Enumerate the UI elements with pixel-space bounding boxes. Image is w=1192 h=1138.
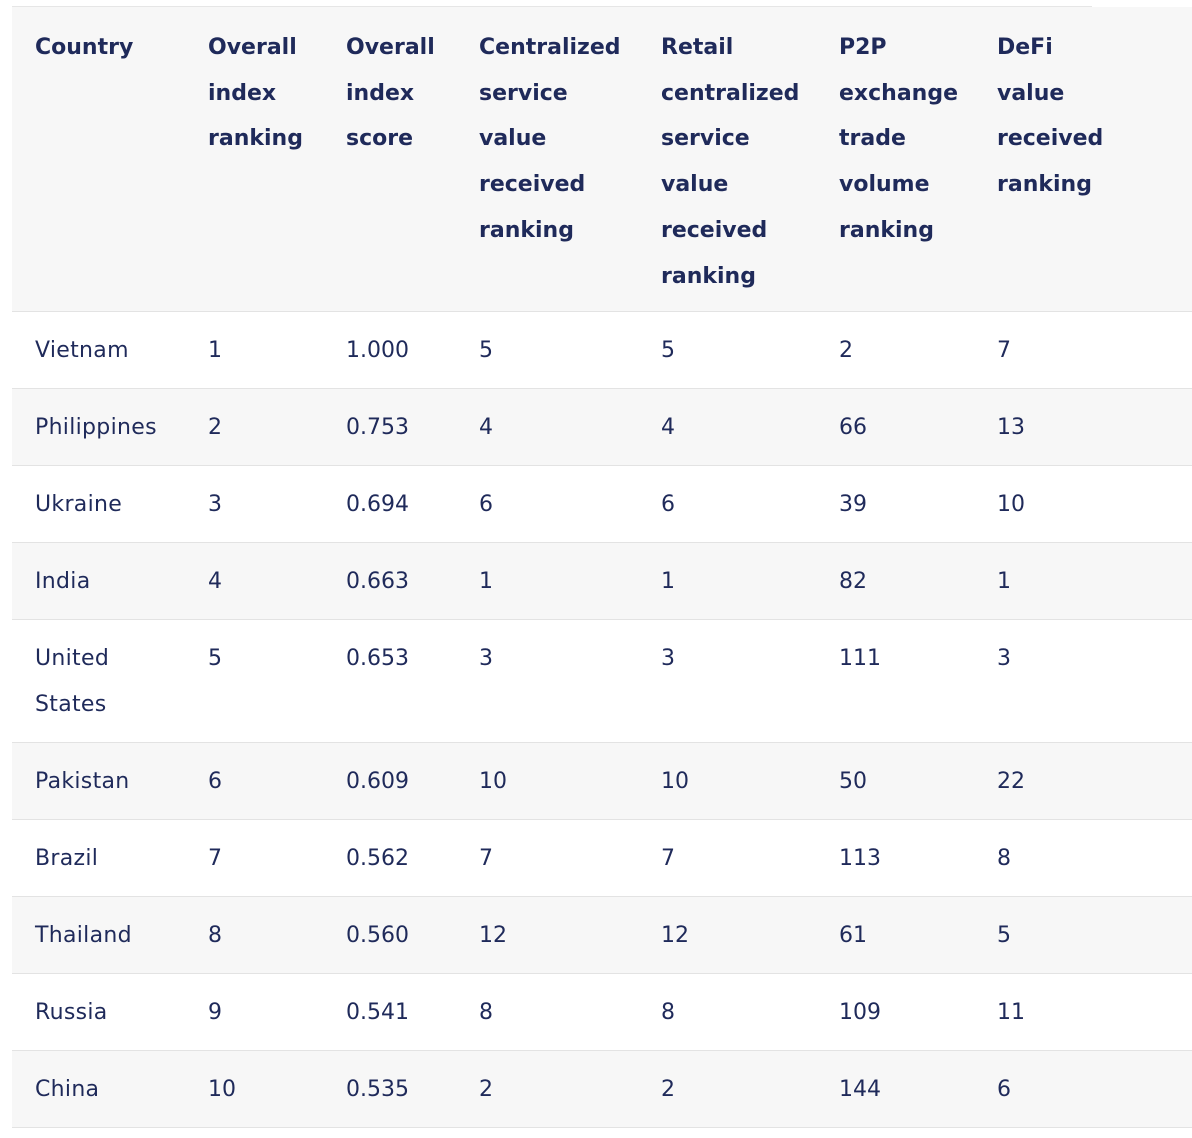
table-row bbox=[12, 1050, 1192, 1127]
cell-p2p-ranking: 2 bbox=[839, 337, 853, 363]
cell-defi-ranking: 5 bbox=[997, 922, 1011, 948]
cell-overall-ranking: 4 bbox=[208, 568, 222, 594]
cell-defi-ranking: 8 bbox=[997, 845, 1011, 871]
table-header bbox=[12, 7, 1192, 311]
cell-p2p-ranking: 144 bbox=[839, 1076, 881, 1102]
table-row bbox=[12, 388, 1192, 465]
country-name: Pakistan bbox=[35, 768, 130, 794]
table-row bbox=[12, 973, 1192, 1050]
cell-country bbox=[12, 311, 185, 388]
cell-country bbox=[12, 542, 185, 619]
country-name: Ukraine bbox=[35, 491, 123, 517]
cell-overall-score: 0.562 bbox=[346, 845, 409, 871]
header-row bbox=[12, 7, 1192, 311]
cell-p2p-ranking: 82 bbox=[839, 568, 867, 594]
cell-centralized-ranking: 8 bbox=[479, 999, 493, 1025]
country-name: Thailand bbox=[35, 922, 132, 948]
header-country: Country bbox=[35, 35, 134, 60]
country-name: Brazil bbox=[35, 845, 99, 871]
cell-overall-ranking: 7 bbox=[208, 845, 222, 871]
cell-p2p-ranking: 111 bbox=[839, 645, 881, 671]
cell-defi-ranking: 3 bbox=[997, 645, 1011, 671]
cell-overall-ranking: 2 bbox=[208, 414, 222, 440]
cell-overall-ranking: 5 bbox=[208, 645, 222, 671]
table-row bbox=[12, 311, 1192, 388]
country-name: China bbox=[35, 1076, 100, 1102]
cell-p2p-ranking: 113 bbox=[839, 845, 881, 871]
cell-p2p-ranking: 109 bbox=[839, 999, 881, 1025]
header-defi-value-received-ranking: DeFi value received ranking bbox=[997, 35, 1104, 198]
cell-retail-ranking: 3 bbox=[661, 645, 675, 671]
cell-retail-ranking: 10 bbox=[661, 768, 689, 794]
cell-centralized-ranking: 10 bbox=[479, 768, 507, 794]
cell-retail-ranking: 4 bbox=[661, 414, 675, 440]
cell-defi-ranking: 7 bbox=[997, 337, 1011, 363]
cell-overall-score: 0.609 bbox=[346, 768, 409, 794]
cell-country bbox=[12, 388, 185, 465]
cell-centralized-ranking: 1 bbox=[479, 568, 493, 594]
table-row bbox=[12, 896, 1192, 973]
cell-centralized-ranking: 3 bbox=[479, 645, 493, 671]
cell-overall-score: 0.753 bbox=[346, 414, 409, 440]
cell-country bbox=[12, 742, 185, 819]
cell-centralized-ranking: 4 bbox=[479, 414, 493, 440]
cell-country bbox=[12, 896, 185, 973]
crypto-adoption-table bbox=[12, 7, 1192, 1128]
cell-defi-ranking: 6 bbox=[997, 1076, 1011, 1102]
cell-centralized-ranking: 12 bbox=[479, 922, 507, 948]
crypto-adoption-table-container bbox=[12, 6, 1104, 1131]
cell-overall-score: 0.653 bbox=[346, 645, 409, 671]
cell-country bbox=[12, 973, 185, 1050]
cell-overall-ranking: 3 bbox=[208, 491, 222, 517]
cell-overall-score: 0.541 bbox=[346, 999, 409, 1025]
header-p2p-exchange-trade-volume-ranking: P2P exchange trade volume ranking bbox=[839, 35, 958, 243]
cell-retail-ranking: 5 bbox=[661, 337, 675, 363]
cell-country bbox=[12, 819, 185, 896]
cell-centralized-ranking: 7 bbox=[479, 845, 493, 871]
cell-overall-score: 1.000 bbox=[346, 337, 409, 363]
country-name: Philippines bbox=[35, 414, 157, 440]
cell-overall-score: 0.694 bbox=[346, 491, 409, 517]
cell-country bbox=[12, 465, 185, 542]
table-row bbox=[12, 542, 1192, 619]
cell-country bbox=[12, 1050, 185, 1127]
cell-overall-score: 0.663 bbox=[346, 568, 409, 594]
cell-centralized-ranking: 5 bbox=[479, 337, 493, 363]
cell-defi-ranking: 22 bbox=[997, 768, 1025, 794]
cell-overall-ranking: 1 bbox=[208, 337, 222, 363]
table-row bbox=[12, 619, 1192, 742]
cell-retail-ranking: 12 bbox=[661, 922, 689, 948]
country-name: Russia bbox=[35, 999, 108, 1025]
country-name: United States bbox=[35, 645, 110, 717]
header-centralized-service-value-ranking: Centralized service value received ranking bbox=[479, 35, 621, 243]
table-row bbox=[12, 819, 1192, 896]
cell-overall-ranking: 10 bbox=[208, 1076, 236, 1102]
cell-retail-ranking: 6 bbox=[661, 491, 675, 517]
cell-centralized-ranking: 2 bbox=[479, 1076, 493, 1102]
table-row bbox=[12, 465, 1192, 542]
cell-overall-score: 0.560 bbox=[346, 922, 409, 948]
cell-p2p-ranking: 50 bbox=[839, 768, 867, 794]
cell-retail-ranking: 8 bbox=[661, 999, 675, 1025]
cell-defi-ranking: 13 bbox=[997, 414, 1025, 440]
cell-overall-ranking: 6 bbox=[208, 768, 222, 794]
cell-overall-score: 0.535 bbox=[346, 1076, 409, 1102]
header-overall-index-ranking: Overall index ranking bbox=[208, 35, 303, 152]
cell-retail-ranking: 2 bbox=[661, 1076, 675, 1102]
country-name: India bbox=[35, 568, 91, 594]
cell-defi-ranking: 1 bbox=[997, 568, 1011, 594]
header-retail-centralized-service-value-ranking: Retail centralized service value received ranking bbox=[661, 35, 800, 289]
cell-defi-ranking: 11 bbox=[997, 999, 1025, 1025]
cell-p2p-ranking: 61 bbox=[839, 922, 867, 948]
cell-retail-ranking: 1 bbox=[661, 568, 675, 594]
cell-p2p-ranking: 39 bbox=[839, 491, 867, 517]
cell-p2p-ranking: 66 bbox=[839, 414, 867, 440]
cell-overall-ranking: 8 bbox=[208, 922, 222, 948]
cell-defi-ranking: 10 bbox=[997, 491, 1025, 517]
country-name: Vietnam bbox=[35, 337, 129, 363]
header-overall-index-score: Overall index score bbox=[346, 35, 435, 152]
cell-country bbox=[12, 619, 185, 742]
table-body bbox=[12, 311, 1192, 1127]
cell-overall-ranking: 9 bbox=[208, 999, 222, 1025]
table-row bbox=[12, 742, 1192, 819]
cell-retail-ranking: 7 bbox=[661, 845, 675, 871]
cell-centralized-ranking: 6 bbox=[479, 491, 493, 517]
